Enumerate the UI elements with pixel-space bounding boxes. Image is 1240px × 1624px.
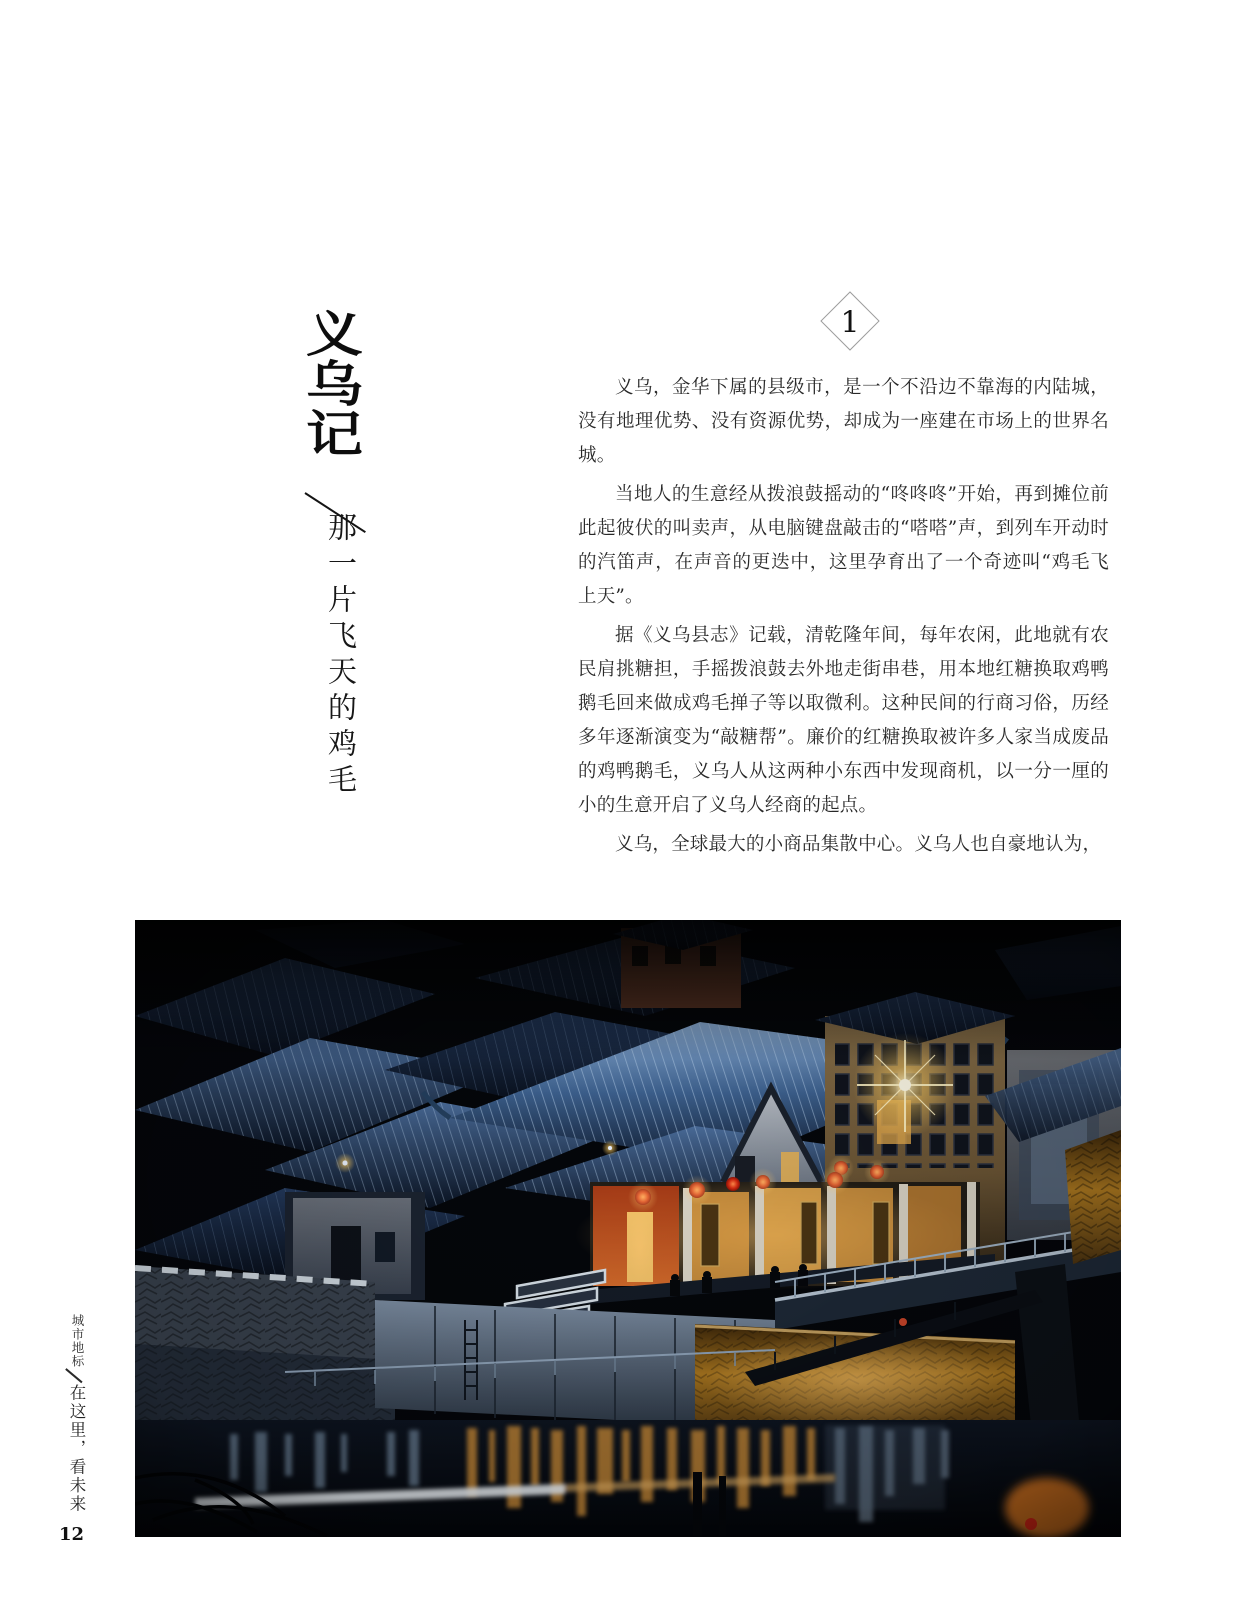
paragraph-1: 义乌，金华下属的县级市，是一个不沿边不靠海的内陆城，没有地理优势、没有资源优势，却成为一座建在市场上的世界名城。 [578, 377, 1109, 466]
page-number: 12 [59, 1524, 85, 1545]
article-title-calligraphy: 义乌记 [297, 308, 365, 458]
paragraph-4: 义乌，全球最大的小商品集散中心。义乌人也自豪地认为， [615, 834, 1102, 855]
paragraph-3: 据《义乌县志》记载，清乾隆年间，每年农闲，此地就有农民肩挑糖担，手摇拨浪鼓去外地走街串巷，用本地红糖换取鸡鸭鹅毛回来做成鸡毛掸子等以取微利。这种民间的行商习俗，历经多年逐渐演变为“敲糖帮”。廉价的红糖换取被许多人家当成废品的鸡鸭鹅毛，义乌人从这两种小东西中发现商机，以一分一厘的小的生意开启了义乌人经商的起点。 [578, 625, 1109, 816]
photo-night-village [135, 920, 1121, 1537]
footer-series-slogan: 在这里，看未来 [67, 1384, 86, 1514]
chapter-number-diamond [820, 291, 879, 350]
chapter-number: 1 [840, 304, 860, 340]
footer-series-label: 城市地标 [70, 1314, 85, 1368]
paragraph-2: 当地人的生意经从拨浪鼓摇动的“咚咚咚”开始，再到摊位前此起彼伏的叫卖声，从电脑键盘敲击的“嗒嗒”声，到列车开动时的汽笛声，在声音的更迭中，这里孕育出了一个奇迹叫“鸡毛飞上天”。 [578, 484, 1109, 607]
article-body [578, 371, 1109, 867]
article-subtitle: 那一片飞天的鸡毛 [324, 512, 358, 800]
